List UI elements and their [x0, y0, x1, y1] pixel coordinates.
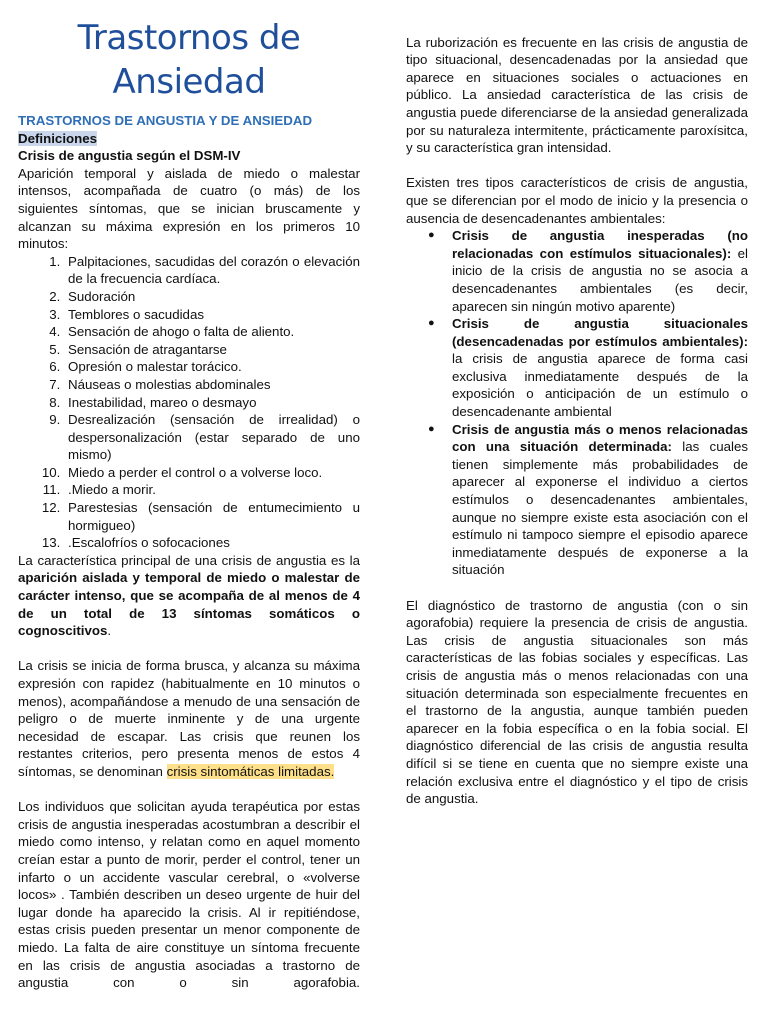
crisis-type-item	[452, 227, 748, 315]
crisis-type-text: el inicio de la crisis de angustia no se asocia a desencadenantes ambientales (es decir, aparecen sin ningún motivo aparente)	[452, 245, 748, 314]
crisis-type-item	[452, 421, 748, 579]
symptom-item: 12. Parestesias (sensación de entumecimiento u hormigueo)	[64, 499, 360, 534]
symptom-item: 2. Sudoración	[64, 288, 360, 306]
definitions-label: Definiciones	[18, 130, 98, 146]
symptom-item: 13. .Escalofríos o sofocaciones	[64, 534, 360, 552]
principal-bold: aparición aislada y temporal de miedo o malestar de carácter intenso, que se acompaña de al menos de 4 de un total de 13 síntomas somáticos o cognoscitivos	[18, 570, 360, 639]
symptom-item: 9. Desrealización (sensación de irrealidad) o despersonalización (estar separado de uno mismo)	[64, 411, 360, 464]
principal-paragraph	[18, 552, 360, 640]
symptom-item: 1. Palpitaciones, sacudidas del corazón o elevación de la frecuencia cardíaca.	[64, 253, 360, 288]
dsm-intro: Aparición temporal y aislada de miedo o malestar intensos, acompañada de cuatro (o más) de los siguientes síntomas, que se inician bruscamente y alcanzan su máxima expresión en los primeros 10 minutos:	[18, 165, 360, 252]
section-heading: TRASTORNOS DE ANGUSTIA Y DE ANSIEDAD	[18, 113, 313, 128]
flushing-paragraph: La ruborización es frecuente en las crisis de angustia de tipo situacional, desencadenadas por la ansiedad que aparece en situaciones sociales o actuaciones en público. La ansiedad característica de las crisis de angustia puede diferenciarse de la ansiedad generalizada por su naturaleza intermitente, prácticamente paroxísitca, y su característica gran intensidad.	[406, 34, 748, 156]
page-title: Trastornos de Ansiedad	[77, 18, 301, 102]
left-column	[18, 0, 360, 992]
crisis-type-title: Crisis de angustia situacionales (desencadenadas por estímulos ambientales):	[452, 316, 748, 349]
crisis-type-text: la crisis de angustia aparece de forma casi exclusiva inmediatamente después de la exposición o anticipación de un estímulo o desencadenante ambiental	[452, 351, 748, 420]
highlighted-term: crisis sintomáticas limitadas.	[166, 763, 335, 779]
symptom-item: 8. Inestabilidad, mareo o desmayo	[64, 394, 360, 412]
symptom-item: 3. Temblores o sacudidas	[64, 306, 360, 324]
crisis-type-text: las cuales tienen simplemente más probabilidades de aparecer al exponerse el individuo a ciertos estímulos o desencadenantes ambientales, aunque no siempre existe esta asociación con el estímulo ni tampoco siempre el episodio aparece inmediatamente después de exponerse a la situación	[452, 439, 748, 578]
crisis-type-item	[452, 315, 748, 421]
symptom-item: 11. .Miedo a morir.	[64, 481, 360, 499]
symptom-item: 4. Sensación de ahogo o falta de aliento.	[64, 323, 360, 341]
crisis-types-list	[406, 227, 748, 579]
diagnosis-paragraph: El diagnóstico de trastorno de angustia (con o sin agorafobia) requiere la presencia de crisis de angustia. Las crisis de angustia situacionales son más características de las fobias sociales y específicas. Las crisis de angustia más o menos relacionadas con una situación determinada son especialmente frecuentes en el trastorno de la angustia, aunque también pueden aparecer en la fobia específica o en la fobia social. El diagnóstico diferencial de las crisis de angustia resulta difícil si se tiene en cuenta que no siempre existe una relación exclusiva entre el diagnóstico y el tipo de crisis de angustia.	[406, 597, 748, 807]
principal-text: La característica principal de una crisis de angustia es la	[18, 552, 360, 568]
symptom-item: 7. Náuseas o molestias abdominales	[64, 376, 360, 394]
symptom-list	[18, 253, 360, 552]
principal-end: .	[107, 623, 112, 639]
symptom-item: 5. Sensación de atragantarse	[64, 341, 360, 359]
symptom-item: 10. Miedo a perder el control o a volverse loco.	[64, 464, 360, 482]
types-intro: Existen tres tipos característicos de crisis de angustia, que se diferencian por el modo de inicio y la presencia o ausencia de desencadenantes ambientales:	[406, 175, 748, 226]
crisis-type-title: Crisis de angustia inesperadas (no relacionadas con estímulos situacionales):	[452, 228, 748, 261]
dsm-heading: Crisis de angustia según el DSM-IV	[18, 148, 241, 164]
symptom-item: 6. Opresión o malestar torácico.	[64, 358, 360, 376]
crisis-type-title: Crisis de angustia más o menos relacionadas con una situación determinada:	[452, 421, 748, 455]
right-column	[406, 16, 748, 808]
individuals-paragraph: Los individuos que solicitan ayuda terapéutica por estas crisis de angustia inesperadas acostumbran a describir el miedo como intenso, y relatan como en aquel momento creían estar a punto de morir, perder el control, tener un infarto o un accidente vascular cerebral, o «volverse locos» . También describen un deseo urgente de huir del lugar donde ha aparecido la crisis. Al ir repitiéndose, estas crisis pueden presentar un menor componente de miedo. La falta de aire constituye un síntoma frecuente en las crisis de angustia asociadas a trastorno de angustia con o sin agorafobia.	[18, 799, 360, 991]
crisis-onset-paragraph	[18, 657, 360, 780]
crisis-onset-text: La crisis se inicia de forma brusca, y alcanza su máxima expresión con rapidez (habitualmente en 10 minutos o menos), acompañándose a menudo de una sensación de peligro o de muerte inminente y de una urgente necesidad de escapar. Las crisis que reunen los restantes criterios, pero presenta menos de estos 4 síntomas, se denominan	[18, 658, 360, 779]
